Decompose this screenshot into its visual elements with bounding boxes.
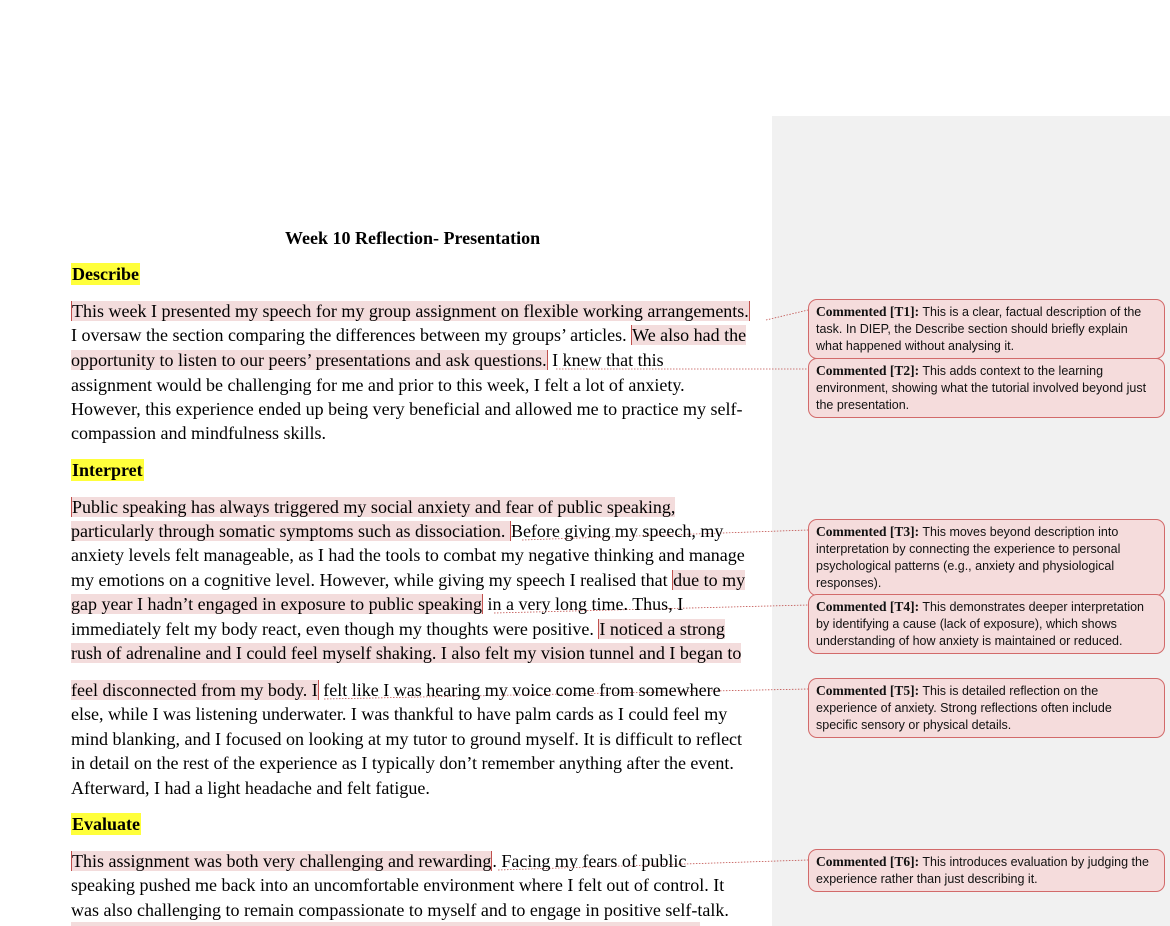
paragraph-line xyxy=(71,593,683,615)
comment-anchor-t3[interactable]: Public speaking has always triggered my social anxiety and fear of public speaking, xyxy=(72,497,676,517)
comment-anchor-t4[interactable]: due to my xyxy=(673,570,746,590)
paragraph-line: speaking pushed me back into an uncomfortable environment where I felt out of control. It xyxy=(71,875,725,895)
comment-anchor-t4-cont[interactable]: gap year I hadn’t engaged in exposure to public speaking xyxy=(71,594,483,614)
paragraph-line: in detail on the rest of the experience as I typically don’t remember anything after the event. xyxy=(71,753,734,773)
text-run: Before giving my speech, my xyxy=(510,521,724,541)
paragraph-line xyxy=(71,349,664,371)
comment-label: Commented [T1]: xyxy=(816,304,920,319)
paragraph-line: anxiety levels felt manageable, as I had the tools to combat my negative thinking and manage xyxy=(71,545,745,565)
comment-text: This demonstrates deeper interpretation by identifying a cause (lack of exposure), which shows understanding of how anxiety is maintained or reduced. xyxy=(816,600,1145,648)
comment-balloon-t2[interactable] xyxy=(808,358,1165,418)
comment-label: Commented [T3]: xyxy=(816,524,920,539)
text-run: in a very long time. Thus, I xyxy=(483,594,684,614)
text-run: felt like I was hearing my voice come from somewhere xyxy=(318,680,721,700)
comment-label: Commented [T2]: xyxy=(816,363,920,378)
comment-label: Commented [T6]: xyxy=(816,854,920,869)
paragraph-line xyxy=(71,324,746,346)
paragraph-line xyxy=(71,618,725,640)
paragraph-line xyxy=(71,300,750,322)
comment-anchor-t5-cont[interactable]: rush of adrenaline and I could feel myself shaking. I also felt my vision tunnel and I began to xyxy=(71,643,742,663)
comment-balloon-t4[interactable] xyxy=(808,594,1165,654)
paragraph-line xyxy=(71,642,741,664)
text-run: I oversaw the section comparing the differences between my groups’ articles. xyxy=(71,325,632,345)
comment-anchor-t2-cont[interactable]: opportunity to listen to our peers’ presentations and ask questions. xyxy=(71,350,547,370)
comment-anchor-t5[interactable]: I noticed a strong xyxy=(599,619,725,639)
paragraph-line xyxy=(71,679,721,701)
paragraph-line: Afterward, I had a light headache and felt fatigue. xyxy=(71,778,430,798)
heading-interpret: Interpret xyxy=(72,460,143,480)
text-run: immediately felt my body react, even though my thoughts were positive. xyxy=(71,619,599,639)
paragraph-line: However, this experience ended up being very beneficial and allowed me to practice my self- xyxy=(71,399,743,419)
comment-text: This is a clear, factual description of the task. In DIEP, the Describe section should briefly explain what happened without analysing it. xyxy=(816,305,1142,353)
comment-text: This moves beyond description into interpretation by connecting the experience to personal psychological patterns (e.g., anxiety and physiological responses). xyxy=(816,525,1121,590)
paragraph-line: compassion and mindfulness skills. xyxy=(71,423,326,443)
text-run: my emotions on a cognitive level. However, while giving my speech I realised that xyxy=(71,570,673,590)
comment-balloon-t1[interactable] xyxy=(808,299,1165,359)
paragraph-line xyxy=(71,496,675,518)
comment-text: This is detailed reflection on the experience of anxiety. Strong reflections often include specific sensory or physical details. xyxy=(816,684,1112,732)
comment-anchor-t5-end[interactable]: feel disconnected from my body. I xyxy=(71,680,318,700)
comment-anchor-t2[interactable]: We also had the xyxy=(632,325,747,345)
comment-balloon-t5[interactable] xyxy=(808,678,1165,738)
comment-anchor-t1[interactable]: This week I presented my speech for my group assignment on flexible working arrangements. xyxy=(72,301,749,321)
paragraph-line: assignment would be challenging for me and prior to this week, I felt a lot of anxiety. xyxy=(71,375,685,395)
next-highlight-fragment xyxy=(71,922,700,926)
document-title: Week 10 Reflection- Presentation xyxy=(285,228,541,248)
paragraph-line: else, while I was listening underwater. I was thankful to have palm cards as I could feel my xyxy=(71,704,728,724)
comment-label: Commented [T5]: xyxy=(816,683,920,698)
paragraph-line: mind blanking, and I focused on looking at my tutor to ground myself. It is difficult to reflect xyxy=(71,729,743,749)
text-run: I knew that this xyxy=(547,350,664,370)
paragraph-line xyxy=(71,850,686,872)
comment-anchor-t3-cont[interactable]: particularly through somatic symptoms such as dissociation. xyxy=(71,521,510,541)
text-run: . Facing my fears of public xyxy=(492,851,687,871)
comment-balloon-t6[interactable] xyxy=(808,849,1165,892)
comment-label: Commented [T4]: xyxy=(816,599,920,614)
paragraph-line xyxy=(71,520,723,542)
heading-describe: Describe xyxy=(72,264,139,284)
paragraph-line: was also challenging to remain compassionate to myself and to engage in positive self-talk. xyxy=(71,900,729,920)
comment-text: This introduces evaluation by judging the experience rather than just describing it. xyxy=(816,855,1149,886)
comment-balloon-t3[interactable] xyxy=(808,519,1165,596)
connector-t1 xyxy=(766,310,808,320)
comment-text: This adds context to the learning environment, showing what the tutorial involved beyond just the presentation. xyxy=(816,364,1147,412)
comment-anchor-t6[interactable]: This assignment was both very challenging and rewarding xyxy=(72,851,492,871)
heading-evaluate: Evaluate xyxy=(72,814,141,834)
paragraph-line xyxy=(71,569,745,591)
